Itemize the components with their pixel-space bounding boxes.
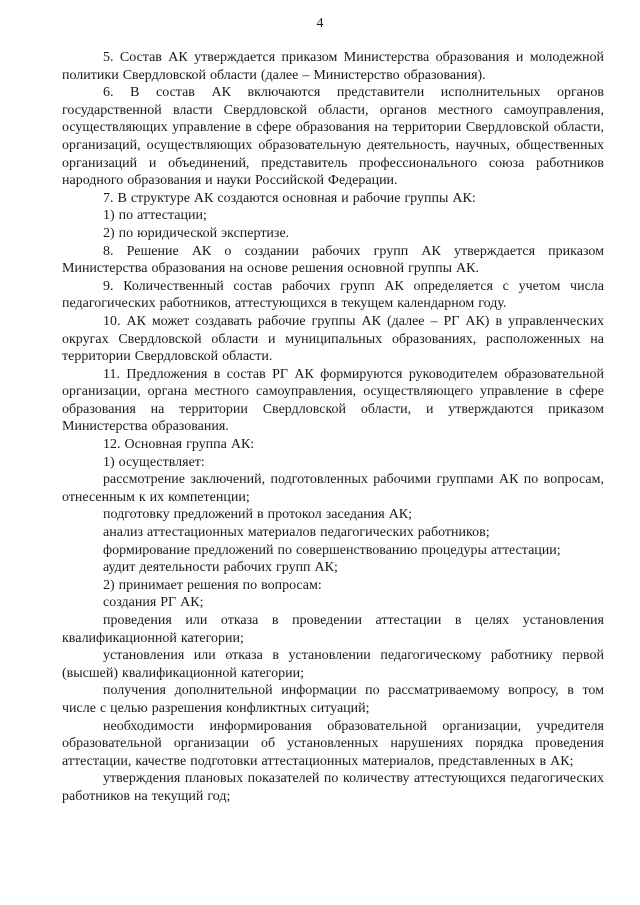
list-item: 2) принимает решения по вопросам: [103, 577, 322, 593]
paragraph: 9. Количественный состав рабочих групп АК определяется с учетом числа педагогических работников, аттестующихся в текущем календарном году. [62, 278, 604, 312]
list-item: 2) по юридической экспертизе. [103, 225, 290, 241]
list-item: создания РГ АК; [103, 595, 204, 611]
list-item: установления или отказа в установлении педагогическому работнику первой (высшей) квалификационной категории; [62, 648, 604, 681]
list-item: 1) осуществляет: [103, 454, 205, 470]
list-item: формирование предложений по совершенствованию процедуры аттестации; [103, 542, 561, 558]
paragraph: 5. Состав АК утверждается приказом Министерства образования и молодежной политики Свердловской области (далее – Министерство образования). [62, 50, 604, 83]
list-item: анализ аттестационных материалов педагогических работников; [103, 525, 490, 541]
list-item: аудит деятельности рабочих групп АК; [103, 560, 338, 576]
paragraph: 6. В состав АК включаются представители исполнительных органов государственной власти Свердловской области, органов местного самоуправления, осуществляющих управление в сфере образования на территории Свердловской области, организаций, осуществляющих образовательную деятельность, научных, общественных организаций и объединений, представитель профессионального союза работников народного образования и науки Российской Федерации. [62, 85, 604, 189]
list-item: подготовку предложений в протокол заседания АК; [103, 507, 413, 523]
paragraph: 8. Решение АК о создании рабочих групп АК утверждается приказом Министерства образования на основе решения основной группы АК. [62, 243, 604, 277]
list-item: рассмотрение заключений, подготовленных рабочими группами АК по вопросам, отнесенным к их компетенции; [62, 472, 604, 505]
list-item: необходимости информирования образовательной организации, учредителя образовательной организации об установленных нарушениях порядка проведения аттестации, качестве подготовки аттестационных материалов, представленных в АК; [62, 718, 604, 769]
document-body [62, 49, 604, 806]
paragraph: 12. Основная группа АК: [103, 437, 255, 453]
paragraph: 7. В структуре АК создаются основная и рабочие группы АК: [103, 190, 476, 206]
list-item: утверждения плановых показателей по количеству аттестующихся педагогических работников на текущий год; [62, 771, 604, 804]
list-item: получения дополнительной информации по рассматриваемому вопросу, в том числе с целью разрешения конфликтных ситуаций; [62, 683, 604, 716]
paragraph: 11. Предложения в состав РГ АК формируются руководителем образовательной организации, органа местного самоуправления, осуществляющего управление в сфере образования на территории Свердловской области, и утверждаются приказом Министерства образования. [62, 366, 604, 435]
paragraph: 10. АК может создавать рабочие группы АК (далее – РГ АК) в управленческих округах Свердловской области и муниципальных образованиях, расположенных на территории Свердловской области. [62, 313, 604, 365]
list-item: 1) по аттестации; [103, 208, 207, 224]
list-item: проведения или отказа в проведении аттестации в целях установления квалификационной категории; [62, 613, 604, 646]
page-number: 4 [316, 16, 324, 31]
